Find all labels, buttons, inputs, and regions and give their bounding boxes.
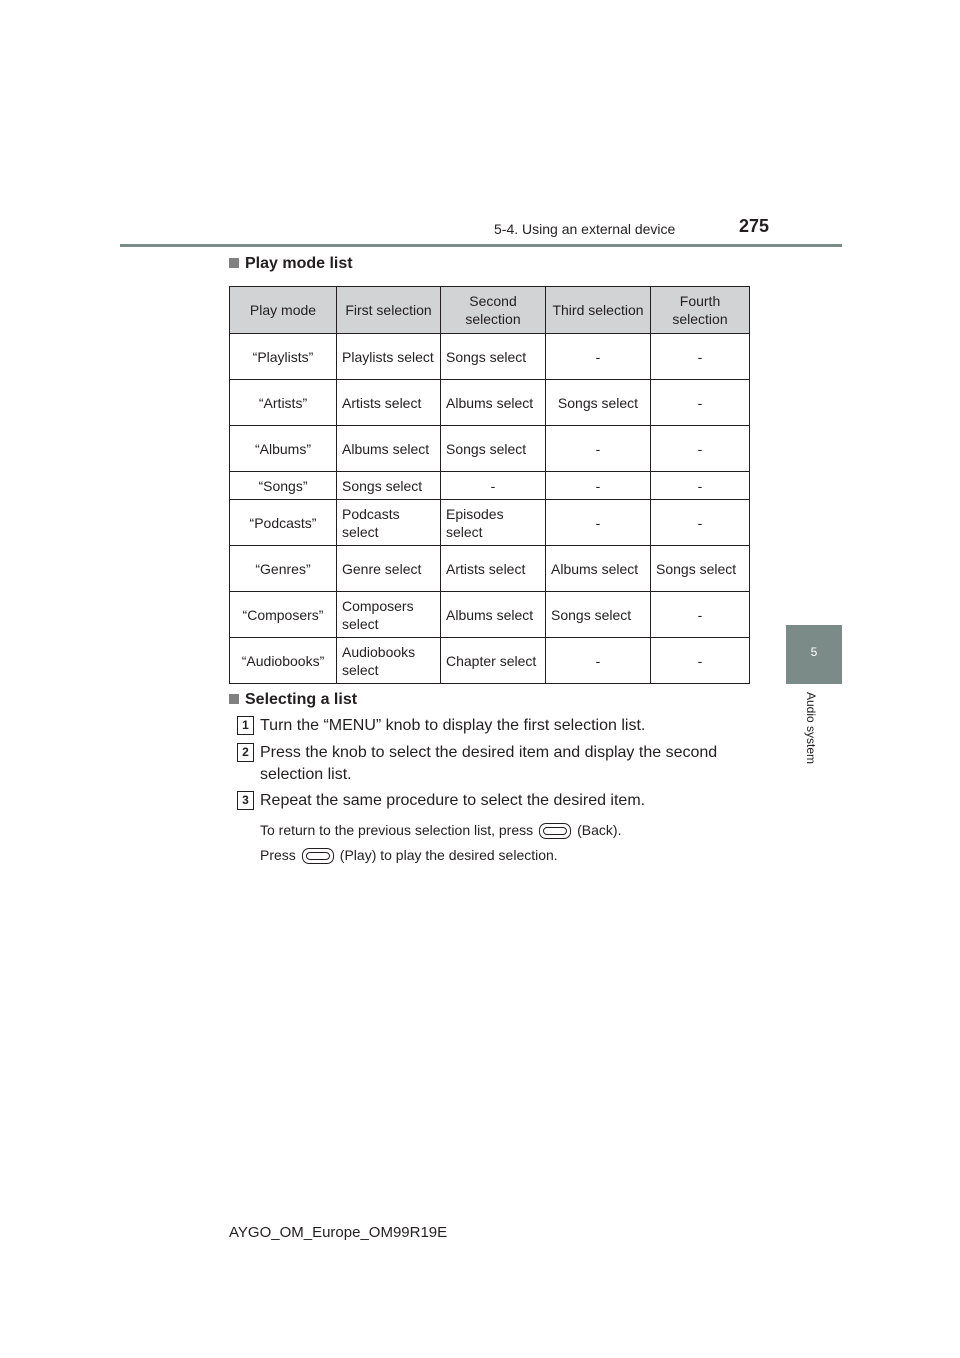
table-cell: - [546, 334, 651, 380]
table-row [230, 380, 750, 426]
table-cell: Songs select [546, 380, 651, 426]
table-cell: “Genres” [230, 546, 337, 592]
table-cell: - [546, 472, 651, 500]
table-cell: Songs select [337, 472, 441, 500]
table-cell: - [651, 592, 750, 638]
table-cell: Songs select [651, 546, 750, 592]
page-number: 275 [739, 216, 770, 236]
table-cell: “Artists” [230, 380, 337, 426]
chapter-tab [786, 625, 842, 684]
table-row [230, 546, 750, 592]
table-cell: - [651, 500, 750, 546]
table-header-row [230, 287, 750, 334]
document-id: AYGO_OM_Europe_OM99R19E [229, 1224, 448, 1241]
table-row [230, 472, 750, 500]
table-cell: - [546, 500, 651, 546]
table-row [230, 638, 750, 684]
table-cell: Albums select [441, 592, 546, 638]
note-play [260, 847, 558, 864]
note-text: To return to the previous selection list, press [260, 822, 534, 838]
square-bullet-icon [229, 258, 239, 268]
chapter-number: 5 [810, 645, 818, 659]
column-header: Fourth selection [651, 287, 750, 334]
table-cell: “Playlists” [230, 334, 337, 380]
table-cell: “Songs” [230, 472, 337, 500]
table-cell: Genre select [337, 546, 441, 592]
step-number-3: 3 [237, 791, 254, 810]
table-cell: Composers select [337, 592, 441, 638]
heading-text: Selecting a list [245, 691, 358, 708]
table-row [230, 500, 750, 546]
column-header: Play mode [230, 287, 337, 334]
table-cell: Podcasts select [337, 500, 441, 546]
table-cell: - [546, 426, 651, 472]
step-text-2: Press the knob to select the desired item and display the second selection list. [260, 744, 718, 783]
table-cell: Chapter select [441, 638, 546, 684]
header-divider [120, 244, 842, 247]
table-cell: Audiobooks select [337, 638, 441, 684]
column-header: First selection [337, 287, 441, 334]
table-cell: Artists select [337, 380, 441, 426]
chapter-label: Audio system [804, 692, 818, 765]
note-text: (Play) to play the desired selection. [339, 847, 558, 863]
play-mode-list-heading [229, 255, 353, 273]
table-cell: “Audiobooks” [230, 638, 337, 684]
table-cell: Albums select [441, 380, 546, 426]
table-cell: “Podcasts” [230, 500, 337, 546]
table-cell: Albums select [337, 426, 441, 472]
table-cell: - [651, 334, 750, 380]
table-cell: Songs select [441, 426, 546, 472]
step-number-1: 1 [237, 716, 254, 735]
note-text: (Back). [577, 822, 622, 838]
column-header: Third selection [546, 287, 651, 334]
back-button-icon [539, 823, 571, 839]
play-mode-table [229, 286, 750, 684]
table-cell: - [651, 426, 750, 472]
note-text: Press [260, 847, 296, 863]
column-header: Second selection [441, 287, 546, 334]
heading-text: Play mode list [245, 255, 353, 272]
step-text-1: Turn the “MENU” knob to display the first selection list. [260, 717, 646, 734]
selecting-list-heading [229, 691, 357, 709]
table-cell: “Composers” [230, 592, 337, 638]
table-cell: Albums select [546, 546, 651, 592]
step-text-3: Repeat the same procedure to select the desired item. [260, 792, 646, 809]
table-cell: Artists select [441, 546, 546, 592]
section-title: 5-4. Using an external device [494, 221, 676, 237]
table-cell: - [441, 472, 546, 500]
table-cell: Songs select [441, 334, 546, 380]
table-cell: “Albums” [230, 426, 337, 472]
table-row [230, 426, 750, 472]
table-cell: Songs select [546, 592, 651, 638]
table-cell: Episodes select [441, 500, 546, 546]
table-cell: Playlists select [337, 334, 441, 380]
square-bullet-icon [229, 694, 239, 704]
table-row [230, 592, 750, 638]
table-cell: - [651, 472, 750, 500]
table-cell: - [651, 638, 750, 684]
note-back [260, 822, 621, 839]
table-cell: - [651, 380, 750, 426]
step-number-2: 2 [237, 743, 254, 762]
play-button-icon [302, 848, 334, 864]
table-cell: - [546, 638, 651, 684]
table-row [230, 334, 750, 380]
